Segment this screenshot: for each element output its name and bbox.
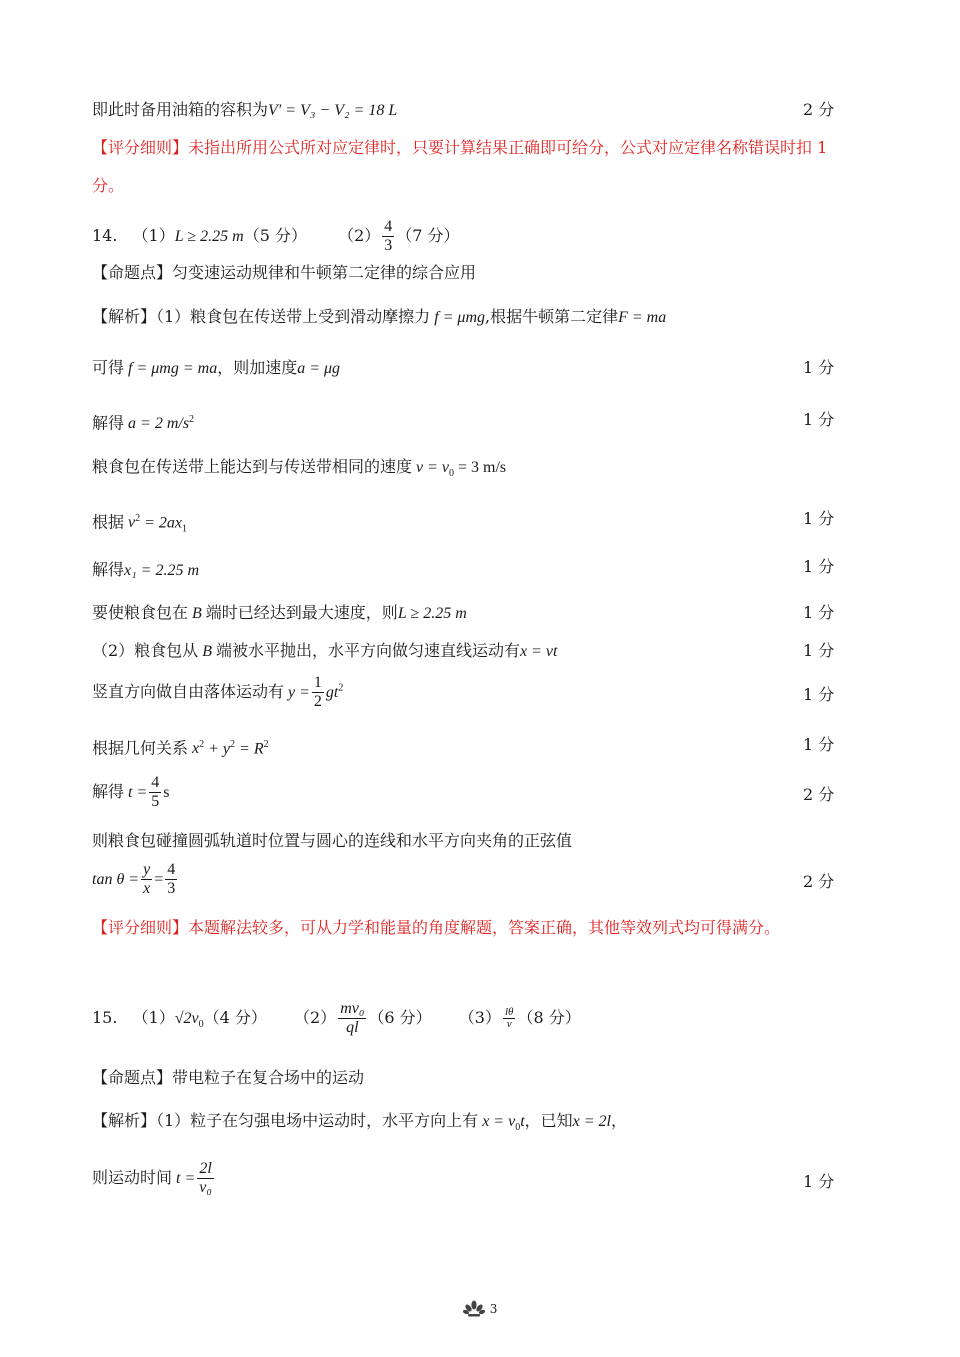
analysis-10	[92, 734, 269, 760]
equals: =	[154, 871, 164, 888]
analysis-9	[92, 674, 343, 711]
formula: f = μmg	[434, 309, 486, 326]
formula: f = μmg = ma	[128, 360, 218, 377]
denominator: 5	[151, 793, 160, 810]
fraction	[149, 774, 161, 811]
text: 解得	[92, 413, 125, 433]
text: ，已知	[524, 1111, 573, 1130]
formula: L ≥ 2.25 m	[174, 228, 244, 245]
scoring-rule-cont: 分。	[92, 176, 125, 195]
part-label: （1）	[132, 1008, 175, 1027]
formula: a = 2 m/s	[128, 415, 190, 433]
score: 2 分	[803, 100, 835, 119]
numerator: 4	[167, 861, 176, 878]
flower-logo-icon	[463, 1298, 490, 1317]
text: ，	[611, 1111, 628, 1130]
subscript: 1	[182, 523, 188, 535]
fraction	[503, 1007, 515, 1030]
formula: x = 2l	[572, 1113, 611, 1130]
part-label: （2）	[294, 1008, 337, 1027]
question-number: 15.	[92, 1008, 118, 1027]
fraction	[382, 218, 394, 255]
denominator: 3	[167, 880, 176, 897]
fraction	[338, 1000, 366, 1037]
formula: √2v	[174, 1010, 199, 1027]
analysis-8	[92, 640, 557, 663]
formula: = 2ax	[140, 514, 183, 532]
text: ，则加速度	[217, 358, 298, 377]
score: 1 分	[803, 410, 835, 429]
denominator: 3	[384, 237, 393, 254]
scoring-rule: 【评分细则】本题解法较多，可从力学和能量的角度解题，答案正确，其他等效列式均可得满分。	[92, 918, 781, 937]
page-number: 3	[489, 1302, 498, 1316]
text: 端时已经达到最大速度，则	[205, 603, 398, 622]
points: （6 分）	[368, 1008, 432, 1027]
numerator: lθ	[504, 1006, 514, 1018]
formula: t	[520, 1113, 525, 1130]
page-footer	[0, 1298, 960, 1318]
analysis-2	[92, 1160, 216, 1197]
formula: x = v	[482, 1113, 516, 1130]
subscript: 0	[515, 1122, 521, 1134]
numerator: 1	[313, 674, 322, 691]
formula: a = μg	[297, 360, 341, 377]
denominator: v₀	[199, 1179, 212, 1196]
points: （7 分）	[396, 226, 460, 245]
denominator: x	[143, 880, 151, 897]
score: 1 分	[803, 735, 835, 754]
analysis-1	[92, 306, 666, 329]
numerator: mv₀	[340, 1000, 365, 1017]
score: 1 分	[803, 685, 835, 704]
score: 1 分	[803, 1172, 835, 1191]
points: （4 分）	[203, 1008, 267, 1027]
denominator: ql	[346, 1019, 359, 1036]
points: （5 分）	[243, 226, 307, 245]
formula: V′ = V₃ − V₂ = 18 L	[268, 102, 398, 119]
superscript: 2	[263, 739, 269, 750]
text: 要使粮食包在	[92, 603, 189, 622]
superscript: 2	[338, 682, 344, 694]
text: 可得	[92, 358, 125, 377]
superscript: 2	[189, 414, 195, 425]
formula: gt	[325, 684, 339, 701]
subscript: 0	[449, 468, 455, 480]
superscript: 2	[135, 513, 141, 524]
analysis-7	[92, 602, 467, 625]
numerator: 2l	[197, 1160, 214, 1179]
score: 2 分	[803, 872, 835, 891]
formula: t =	[128, 784, 148, 801]
score: 1 分	[803, 641, 835, 660]
points: （8 分）	[517, 1008, 581, 1027]
part-label: （2）	[338, 226, 381, 245]
formula: x₁ = 2.25 m	[124, 562, 200, 579]
text: 竖直方向做自由落体运动有	[92, 682, 285, 701]
formula: y =	[288, 684, 310, 701]
formula: tan θ =	[92, 871, 140, 888]
formula: + y	[204, 740, 231, 758]
text: 即此时备用油箱的容积为	[92, 100, 269, 119]
question-number: 14.	[92, 226, 118, 245]
numerator: y	[143, 861, 151, 878]
text: 解得	[92, 560, 125, 579]
superscript: 2	[199, 739, 205, 750]
score: 1 分	[803, 603, 835, 622]
score: 2 分	[803, 785, 835, 804]
text: 根据几何关系	[92, 738, 189, 758]
text: 粮食包在传送带上能达到与传送带相同的速度	[92, 457, 413, 476]
formula: v = v	[416, 459, 450, 476]
formula: = R	[235, 740, 264, 758]
numerator: 4	[384, 218, 393, 235]
text: 根据	[92, 512, 125, 532]
text: 则运动时间	[92, 1168, 173, 1187]
intro-line-1	[92, 99, 397, 122]
analysis-2	[92, 357, 340, 380]
q14-header	[92, 218, 460, 255]
part-label: （1）	[132, 226, 175, 245]
point-label: B	[192, 605, 202, 622]
analysis-13	[92, 861, 179, 898]
formula: t =	[176, 1170, 196, 1187]
analysis-4	[92, 456, 506, 485]
topic: 【命题点】带电粒子在复合场中的运动	[92, 1068, 365, 1087]
fraction	[165, 861, 177, 898]
score: 1 分	[803, 509, 835, 528]
score: 1 分	[803, 557, 835, 576]
analysis-1	[92, 1110, 627, 1139]
analysis-11	[92, 774, 170, 811]
scoring-rule: 【评分细则】未指出所用公式所对应定律时，只要计算结果正确即可给分，公式对应定律名称错误时扣 1	[92, 138, 828, 157]
superscript: 2	[230, 739, 236, 750]
text: 【解析】（1）粒子在匀强电场中运动时，水平方向上有	[92, 1111, 479, 1130]
formula: x	[192, 740, 200, 758]
subscript: 0	[198, 1019, 204, 1031]
text: 【解析】（1）粮食包在传送带上受到滑动摩擦力	[92, 307, 431, 326]
analysis-5	[92, 508, 187, 541]
analysis-3	[92, 409, 194, 435]
point-label: B	[202, 643, 212, 660]
denominator: 2	[313, 693, 322, 710]
analysis-12: 则粮食包碰撞圆弧轨道时位置与圆心的连线和水平方向夹角的正弦值	[92, 831, 573, 850]
formula: x = vt	[519, 643, 558, 660]
topic: 【命题点】匀变速运动规律和牛顿第二定律的综合应用	[92, 263, 477, 282]
text: ,根据牛顿第二定律	[485, 307, 619, 326]
formula: F = ma	[618, 309, 667, 326]
formula: = 3 m/s	[454, 459, 507, 476]
formula: v	[128, 514, 136, 532]
text: 解得	[92, 782, 125, 801]
part-label: （3）	[458, 1008, 501, 1027]
denominator: v	[506, 1018, 512, 1030]
score: 1 分	[803, 358, 835, 377]
q15-header	[92, 1000, 581, 1037]
fraction	[197, 1160, 214, 1197]
formula: L ≥ 2.25 m	[397, 605, 467, 622]
fraction	[312, 674, 324, 711]
unit: s	[163, 784, 170, 801]
analysis-6	[92, 559, 199, 582]
text: （2）粮食包从	[92, 641, 199, 660]
text: 端被水平抛出，水平方向做匀速直线运动有	[215, 641, 520, 660]
fraction	[141, 861, 152, 898]
numerator: 4	[151, 774, 160, 791]
